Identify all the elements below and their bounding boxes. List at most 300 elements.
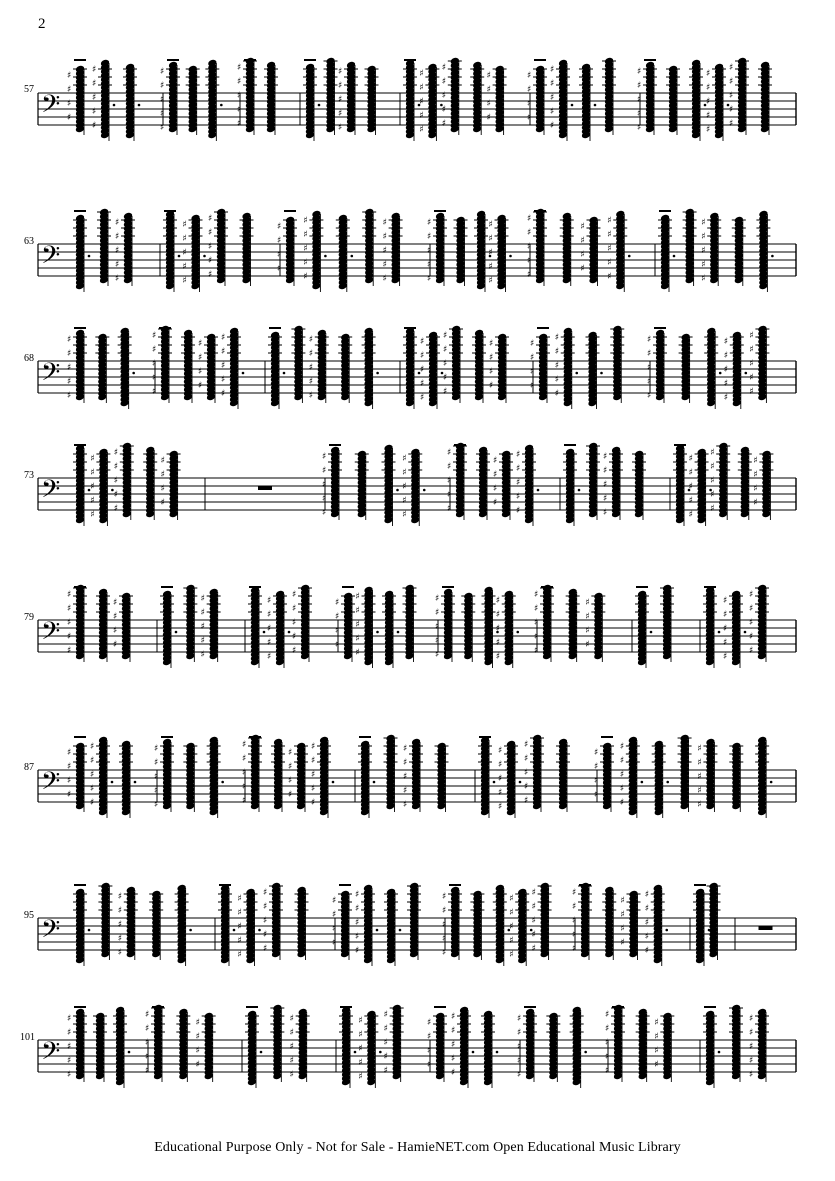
sharp-icon: ♯: [67, 646, 72, 656]
sharp-icon: ♯: [383, 1024, 389, 1034]
sharp-icon: ♯: [263, 930, 268, 940]
sharp-icon: ♯: [355, 946, 360, 956]
sharp-icon: ♯: [594, 762, 599, 772]
sharp-icon: ♯: [267, 638, 272, 648]
whole-rest: [759, 926, 773, 930]
dot: [113, 104, 116, 107]
chord: [447, 442, 467, 520]
chord: [73, 444, 90, 526]
chord: [679, 333, 693, 403]
sharp-icon: ♯: [289, 1042, 295, 1052]
chord: [196, 1012, 216, 1082]
sharp-icon: ♯: [447, 490, 452, 500]
sharp-icon: ♯: [208, 214, 213, 224]
chord: [443, 325, 463, 403]
sharp-icon: ♯: [338, 81, 343, 91]
sharp-icon: ♯: [237, 119, 242, 129]
sharp-icon: ♯: [242, 754, 247, 764]
sharp-icon: ♯: [115, 218, 120, 228]
chord: [755, 736, 772, 818]
sharp-icon: ♯: [637, 81, 642, 91]
chord: [478, 736, 495, 818]
chord: [183, 742, 197, 812]
sharp-icon: ♯: [308, 349, 314, 359]
sharp-icon: ♯: [644, 890, 650, 900]
bass-clef-icon: 𝄢: [41, 915, 61, 950]
sharp-icon: ♯: [710, 490, 715, 500]
dot: [423, 489, 426, 492]
dot: [242, 372, 245, 375]
sharp-icon: ♯: [749, 590, 754, 600]
sharp-icon: ♯: [160, 109, 165, 119]
sharp-icon: ♯: [527, 270, 532, 280]
sharp-icon: ♯: [263, 902, 268, 912]
sharp-icon: ♯: [607, 230, 612, 240]
sharp-icon: ♯: [442, 906, 447, 916]
dot: [718, 631, 721, 634]
sharp-icon: ♯: [289, 1014, 295, 1024]
chord: [556, 738, 570, 812]
dot: [175, 631, 178, 634]
sharp-icon: ♯: [594, 776, 599, 786]
sharp-icon: ♯: [427, 260, 432, 270]
accent-mark: [249, 586, 261, 588]
chord: [489, 214, 512, 292]
sharp-icon: ♯: [113, 490, 119, 500]
sharp-icon: ♯: [67, 776, 72, 786]
sharp-icon: ♯: [332, 910, 337, 920]
sharp-icon: ♯: [358, 1030, 363, 1040]
sharp-icon: ♯: [619, 798, 625, 808]
dot: [318, 104, 321, 107]
sharp-icon: ♯: [335, 612, 340, 622]
sharp-icon: ♯: [585, 626, 590, 636]
sharp-icon: ♯: [382, 218, 387, 228]
sharp-icon: ♯: [644, 904, 650, 914]
sharp-icon: ♯: [198, 381, 203, 391]
chord: [322, 446, 342, 520]
sharp-icon: ♯: [292, 590, 297, 600]
chord: [201, 588, 221, 662]
sharp-icon: ♯: [267, 624, 272, 634]
sharp-icon: ♯: [706, 125, 711, 135]
sharp-icon: ♯: [115, 246, 120, 256]
dot: [233, 929, 236, 932]
dot: [770, 781, 773, 784]
sharp-icon: ♯: [710, 504, 715, 514]
sharp-icon: ♯: [113, 612, 118, 622]
sharp-icon: ♯: [277, 222, 282, 232]
sharp-icon: ♯: [620, 924, 625, 934]
chord: [355, 450, 369, 520]
sharp-icon: ♯: [498, 774, 503, 784]
chord: [237, 57, 257, 135]
dot: [376, 929, 379, 932]
chord: [481, 1010, 498, 1088]
accent-mark: [161, 586, 173, 588]
dot: [594, 104, 597, 107]
sharp-icon: ♯: [117, 934, 123, 944]
sharp-icon: ♯: [647, 349, 652, 359]
sharp-icon: ♯: [383, 1010, 389, 1020]
dot: [628, 255, 631, 258]
sharp-icon: ♯: [420, 337, 425, 347]
dot: [537, 489, 540, 492]
sharp-icon: ♯: [115, 274, 120, 284]
sharp-icon: ♯: [435, 608, 440, 618]
sharp-icon: ♯: [277, 264, 282, 274]
chord: [113, 1006, 130, 1088]
sharp-icon: ♯: [308, 363, 314, 373]
sharp-icon: ♯: [723, 624, 728, 634]
bass-clef-icon: 𝄢: [41, 767, 61, 802]
chord: [645, 884, 668, 966]
sharp-icon: ♯: [358, 1072, 363, 1082]
dot: [666, 781, 669, 784]
chord: [163, 210, 180, 292]
sharp-icon: ♯: [303, 244, 308, 254]
sharp-icon: ♯: [160, 95, 165, 105]
bass-clef-icon: 𝄢: [41, 475, 61, 510]
chord: [749, 325, 769, 403]
dot: [571, 104, 574, 107]
sharp-icon: ♯: [292, 646, 297, 656]
sharp-icon: ♯: [237, 77, 242, 87]
chord: [384, 1004, 404, 1082]
accent-mark: [601, 736, 613, 738]
sharp-icon: ♯: [706, 83, 711, 93]
sharp-icon: ♯: [358, 1044, 363, 1054]
sharp-icon: ♯: [308, 335, 314, 345]
measure-number-95: 95: [24, 910, 34, 921]
sharp-icon: ♯: [753, 456, 758, 466]
sharp-icon: ♯: [67, 1070, 72, 1080]
sharp-icon: ♯: [441, 63, 447, 73]
sharp-icon: ♯: [221, 375, 226, 385]
sharp-icon: ♯: [92, 93, 97, 103]
sharp-icon: ♯: [489, 381, 494, 391]
sharp-icon: ♯: [338, 95, 343, 105]
sharp-icon: ♯: [303, 272, 308, 282]
chord: [336, 214, 353, 292]
sharp-icon: ♯: [451, 1054, 456, 1064]
sharp-icon: ♯: [419, 125, 424, 135]
sharp-icon: ♯: [534, 590, 539, 600]
sharp-icon: ♯: [749, 345, 754, 355]
sharp-icon: ♯: [67, 1014, 72, 1024]
sharp-icon: ♯: [289, 1056, 295, 1066]
chord: [161, 450, 181, 520]
sharp-icon: ♯: [383, 1052, 389, 1062]
chord: [382, 444, 399, 526]
dot: [263, 631, 266, 634]
accent-mark: [74, 59, 86, 61]
dot: [472, 1051, 475, 1054]
chord: [703, 586, 720, 668]
sharp-icon: ♯: [441, 119, 447, 129]
sharp-icon: ♯: [488, 234, 493, 244]
sharp-icon: ♯: [688, 496, 693, 506]
dot: [260, 1051, 263, 1054]
sharp-icon: ♯: [531, 902, 536, 912]
sharp-icon: ♯: [208, 228, 213, 238]
sharp-icon: ♯: [322, 480, 327, 490]
sharp-icon: ♯: [67, 99, 72, 109]
sharp-icon: ♯: [701, 232, 706, 242]
sharp-icon: ♯: [509, 894, 514, 904]
sharp-icon: ♯: [237, 908, 242, 918]
sharp-icon: ♯: [267, 596, 272, 606]
chord: [555, 327, 578, 409]
staff-system: [38, 208, 796, 292]
chord: [666, 65, 680, 135]
sharp-icon: ♯: [198, 339, 203, 349]
sharp-icon: ♯: [420, 393, 425, 403]
sharp-icon: ♯: [289, 1070, 295, 1080]
chord: [183, 584, 197, 662]
chord: [114, 442, 134, 520]
chord: [176, 1008, 190, 1082]
chord: [175, 884, 192, 966]
sharp-icon: ♯: [263, 916, 268, 926]
sharp-icon: ♯: [355, 932, 360, 942]
chord: [154, 738, 174, 812]
sharp-icon: ♯: [527, 214, 532, 224]
chord: [339, 1006, 356, 1088]
sharp-icon: ♯: [749, 359, 754, 369]
sharp-icon: ♯: [729, 105, 734, 115]
sharp-icon: ♯: [524, 768, 529, 778]
sharp-icon: ♯: [443, 345, 448, 355]
sharp-icon: ♯: [67, 1028, 72, 1038]
sharp-icon: ♯: [435, 650, 440, 660]
chord: [470, 890, 484, 960]
sharp-icon: ♯: [182, 248, 187, 258]
chord: [324, 57, 338, 135]
sharp-icon: ♯: [358, 1058, 363, 1068]
sharp-icon: ♯: [723, 337, 729, 347]
sharp-icon: ♯: [603, 452, 608, 462]
sharp-icon: ♯: [451, 1040, 456, 1050]
sharp-icon: ♯: [355, 606, 360, 616]
sharp-icon: ♯: [749, 387, 754, 397]
sharp-icon: ♯: [531, 888, 536, 898]
chord: [550, 59, 573, 141]
sharp-icon: ♯: [303, 258, 308, 268]
chord: [384, 888, 401, 966]
accent-mark: [342, 586, 354, 588]
sharp-icon: ♯: [509, 922, 514, 932]
accent-mark: [284, 210, 296, 212]
sharp-icon: ♯: [113, 626, 118, 636]
sharp-icon: ♯: [723, 393, 729, 403]
sharp-icon: ♯: [441, 91, 447, 101]
sharp-icon: ♯: [688, 510, 693, 520]
sharp-icon: ♯: [493, 470, 498, 480]
sharp-icon: ♯: [322, 466, 327, 476]
chord: [67, 65, 87, 135]
sharp-icon: ♯: [447, 462, 452, 472]
sharp-icon: ♯: [572, 888, 577, 898]
sharp-icon: ♯: [443, 373, 448, 383]
sharp-icon: ♯: [427, 232, 432, 242]
chord: [303, 63, 320, 141]
chord: [724, 331, 747, 409]
sharp-icon: ♯: [67, 391, 72, 401]
sharp-icon: ♯: [495, 652, 501, 662]
dot: [351, 255, 354, 258]
chord: [384, 734, 398, 812]
chord: [93, 1012, 107, 1082]
sharp-icon: ♯: [67, 632, 72, 642]
chord: [427, 212, 447, 286]
sharp-icon: ♯: [723, 379, 729, 389]
sharp-icon: ♯: [486, 71, 491, 81]
chord: [362, 327, 379, 409]
chord: [263, 882, 283, 960]
sharp-icon: ♯: [554, 389, 560, 399]
chord: [442, 57, 462, 135]
sharp-icon: ♯: [749, 331, 754, 341]
chord: [476, 446, 490, 520]
sharp-icon: ♯: [67, 1056, 72, 1066]
sharp-icon: ♯: [355, 634, 360, 644]
sharp-icon: ♯: [403, 786, 408, 796]
sharp-icon: ♯: [580, 264, 585, 274]
sharp-icon: ♯: [221, 389, 226, 399]
dot: [516, 631, 519, 634]
sharp-icon: ♯: [338, 123, 343, 133]
chord: [572, 882, 592, 960]
sharp-icon: ♯: [572, 930, 577, 940]
chord: [208, 208, 228, 286]
measure-number-68: 68: [24, 353, 34, 364]
whole-rest: [258, 486, 272, 490]
chord: [516, 444, 539, 526]
chord: [732, 216, 746, 286]
accent-mark: [339, 884, 351, 886]
accent-mark: [674, 444, 686, 446]
dot: [578, 489, 581, 492]
sharp-icon: ♯: [67, 1042, 72, 1052]
measure-number-101: 101: [20, 1032, 35, 1043]
sharp-icon: ♯: [67, 349, 72, 359]
sharp-icon: ♯: [527, 256, 532, 266]
chord: [442, 886, 462, 960]
dot: [128, 1051, 131, 1054]
chord: [288, 742, 308, 812]
chord: [67, 1008, 87, 1082]
sharp-icon: ♯: [710, 462, 715, 472]
sharp-icon: ♯: [182, 276, 187, 286]
sharp-icon: ♯: [493, 456, 498, 466]
dot: [283, 372, 286, 375]
sharp-icon: ♯: [382, 246, 387, 256]
sharp-icon: ♯: [152, 373, 157, 383]
sharp-icon: ♯: [427, 1060, 432, 1070]
sharp-icon: ♯: [447, 504, 452, 514]
sharp-icon: ♯: [311, 742, 316, 752]
sharp-icon: ♯: [419, 69, 424, 79]
sharp-icon: ♯: [182, 220, 187, 230]
accent-mark: [74, 444, 86, 446]
sharp-icon: ♯: [403, 744, 408, 754]
dot: [203, 255, 206, 258]
chord: [461, 592, 475, 662]
staff-system: [38, 57, 796, 141]
sharp-icon: ♯: [509, 908, 514, 918]
sharp-icon: ♯: [749, 618, 754, 628]
chord: [92, 59, 115, 141]
chord: [403, 327, 420, 409]
sharp-icon: ♯: [263, 944, 268, 954]
sharp-icon: ♯: [527, 99, 532, 109]
sharp-icon: ♯: [145, 1038, 150, 1048]
sharp-icon: ♯: [554, 361, 560, 371]
chord: [678, 734, 692, 812]
sharp-icon: ♯: [67, 335, 72, 345]
dot: [178, 255, 181, 258]
chord: [652, 740, 669, 818]
sharp-icon: ♯: [311, 756, 316, 766]
chord: [704, 327, 721, 409]
chord: [382, 590, 399, 668]
sharp-icon: ♯: [516, 450, 521, 460]
dot: [189, 929, 192, 932]
chord: [198, 333, 218, 403]
sharp-icon: ♯: [90, 454, 95, 464]
sharp-icon: ♯: [530, 381, 535, 391]
sharp-icon: ♯: [288, 790, 293, 800]
sharp-icon: ♯: [160, 456, 165, 466]
sharp-icon: ♯: [550, 65, 555, 75]
sharp-icon: ♯: [67, 71, 72, 81]
chord: [358, 1010, 381, 1088]
sharp-icon: ♯: [697, 772, 702, 782]
sharp-icon: ♯: [710, 448, 715, 458]
sharp-icon: ♯: [488, 248, 493, 258]
sharp-icon: ♯: [420, 379, 425, 389]
chord: [267, 590, 290, 668]
dot: [324, 255, 327, 258]
sharp-icon: ♯: [697, 758, 702, 768]
sharp-icon: ♯: [154, 786, 159, 796]
sharp-icon: ♯: [619, 742, 625, 752]
accent-mark: [340, 1006, 352, 1008]
sharp-icon: ♯: [527, 71, 532, 81]
dot: [220, 104, 223, 107]
sharp-icon: ♯: [332, 924, 337, 934]
sharp-icon: ♯: [154, 772, 159, 782]
sharp-icon: ♯: [488, 220, 493, 230]
sharp-icon: ♯: [117, 906, 123, 916]
sharp-icon: ♯: [729, 77, 734, 87]
sharp-icon: ♯: [701, 260, 706, 270]
chord: [472, 329, 486, 403]
sharp-icon: ♯: [90, 770, 95, 780]
chord: [73, 214, 90, 292]
sharp-icon: ♯: [420, 351, 425, 361]
dot: [600, 372, 603, 375]
accent-mark: [564, 444, 576, 446]
sharp-icon: ♯: [145, 1052, 150, 1062]
sharp-icon: ♯: [607, 272, 612, 282]
sharp-icon: ♯: [572, 916, 577, 926]
chord: [183, 214, 206, 292]
sharp-icon: ♯: [308, 377, 314, 387]
sharp-icon: ♯: [117, 920, 123, 930]
sharp-icon: ♯: [580, 236, 585, 246]
